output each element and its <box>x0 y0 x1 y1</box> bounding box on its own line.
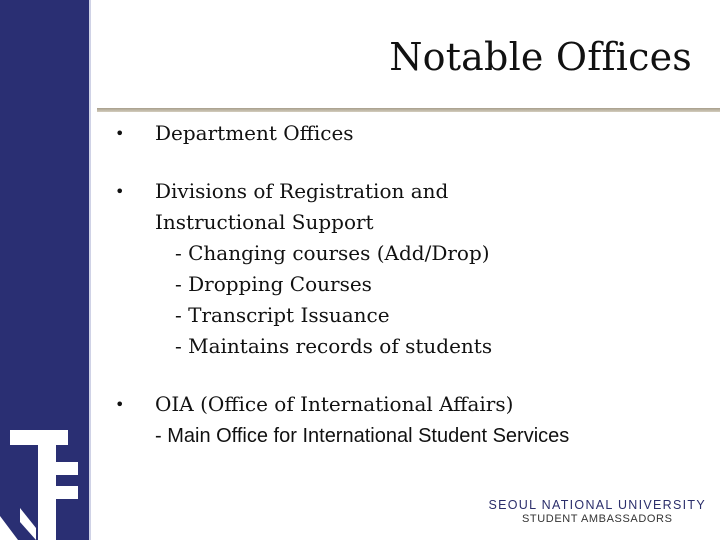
slide-body <box>115 118 695 452</box>
bullet-text-line2: Instructional Support <box>155 210 374 234</box>
bullet-department-offices <box>115 118 695 149</box>
branding-program: STUDENT AMBASSADORS <box>521 513 673 525</box>
branding-university: SEOUL NATIONAL UNIVERSITY <box>488 498 706 512</box>
bullet-dot: • <box>115 124 125 143</box>
sub-item: - Changing courses (Add/Drop) <box>175 241 490 265</box>
sub-item: - Dropping Courses <box>175 272 372 296</box>
bullet-text-line1: Divisions of Registration and <box>155 179 449 203</box>
branding-footer <box>489 498 707 526</box>
university-emblem-icon <box>0 418 91 540</box>
bullet-text: OIA (Office of International Affairs) <box>155 392 514 416</box>
title-underline <box>97 108 720 112</box>
sub-item: - Transcript Issuance <box>175 303 390 327</box>
bullet-oia <box>115 389 695 452</box>
sub-item: - Maintains records of students <box>175 334 493 358</box>
bullet-registration-divisions <box>115 176 695 362</box>
bullet-dot: • <box>115 182 125 201</box>
sub-item: - Main Office for International Student Services <box>155 425 570 447</box>
slide-title: Notable Offices <box>389 35 692 79</box>
bullet-dot: • <box>115 395 125 414</box>
bullet-text: Department Offices <box>155 121 354 145</box>
